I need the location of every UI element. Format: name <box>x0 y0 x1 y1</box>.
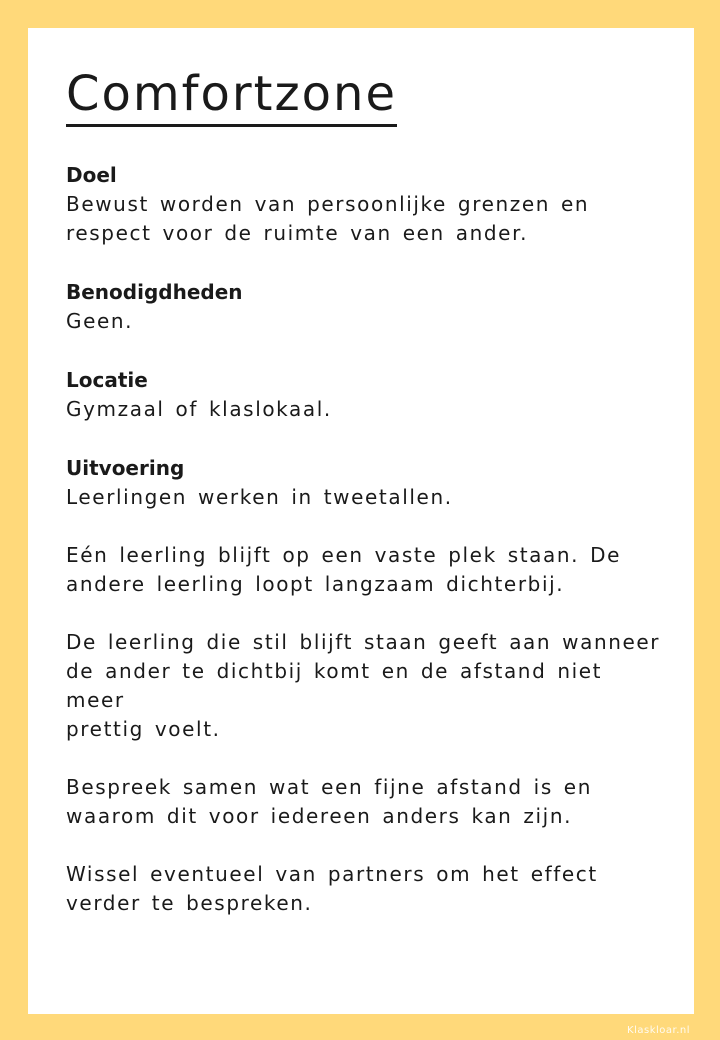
section-heading: Uitvoering <box>66 456 185 480</box>
section-paragraph: Geen. <box>66 309 134 333</box>
section-benodigdheden <box>66 278 666 336</box>
activity-card <box>28 28 694 1014</box>
section-locatie <box>66 366 666 424</box>
page-title: Comfortzone <box>66 66 397 127</box>
section-paragraph: Bewust worden van persoonlijke grenzen en respect voor de ruimte van een ander. <box>66 192 590 245</box>
section-heading: Benodigdheden <box>66 280 243 304</box>
section-paragraph: De leerling die stil blijft staan geeft aan wanneer de ander te dichtbij komt en de afstand niet meer prettig voelt. <box>66 630 661 741</box>
section-doel <box>66 161 666 248</box>
section-paragraph: Eén leerling blijft op een vaste plek staan. De andere leerling loopt langzaam dichterbij. <box>66 543 621 596</box>
section-heading: Doel <box>66 163 117 187</box>
section-uitvoering <box>66 454 666 918</box>
card-content <box>66 66 666 918</box>
section-paragraph: Gymzaal of klaslokaal. <box>66 397 332 421</box>
section-paragraph: Wissel eventueel van partners om het effect verder te bespreken. <box>66 862 598 915</box>
section-paragraph: Bespreek samen wat een fijne afstand is en waarom dit voor iedereen anders kan zijn. <box>66 775 592 828</box>
footer-credit: Klaskloar.nl <box>627 1025 690 1036</box>
section-heading: Locatie <box>66 368 148 392</box>
section-paragraph: Leerlingen werken in tweetallen. <box>66 485 453 509</box>
